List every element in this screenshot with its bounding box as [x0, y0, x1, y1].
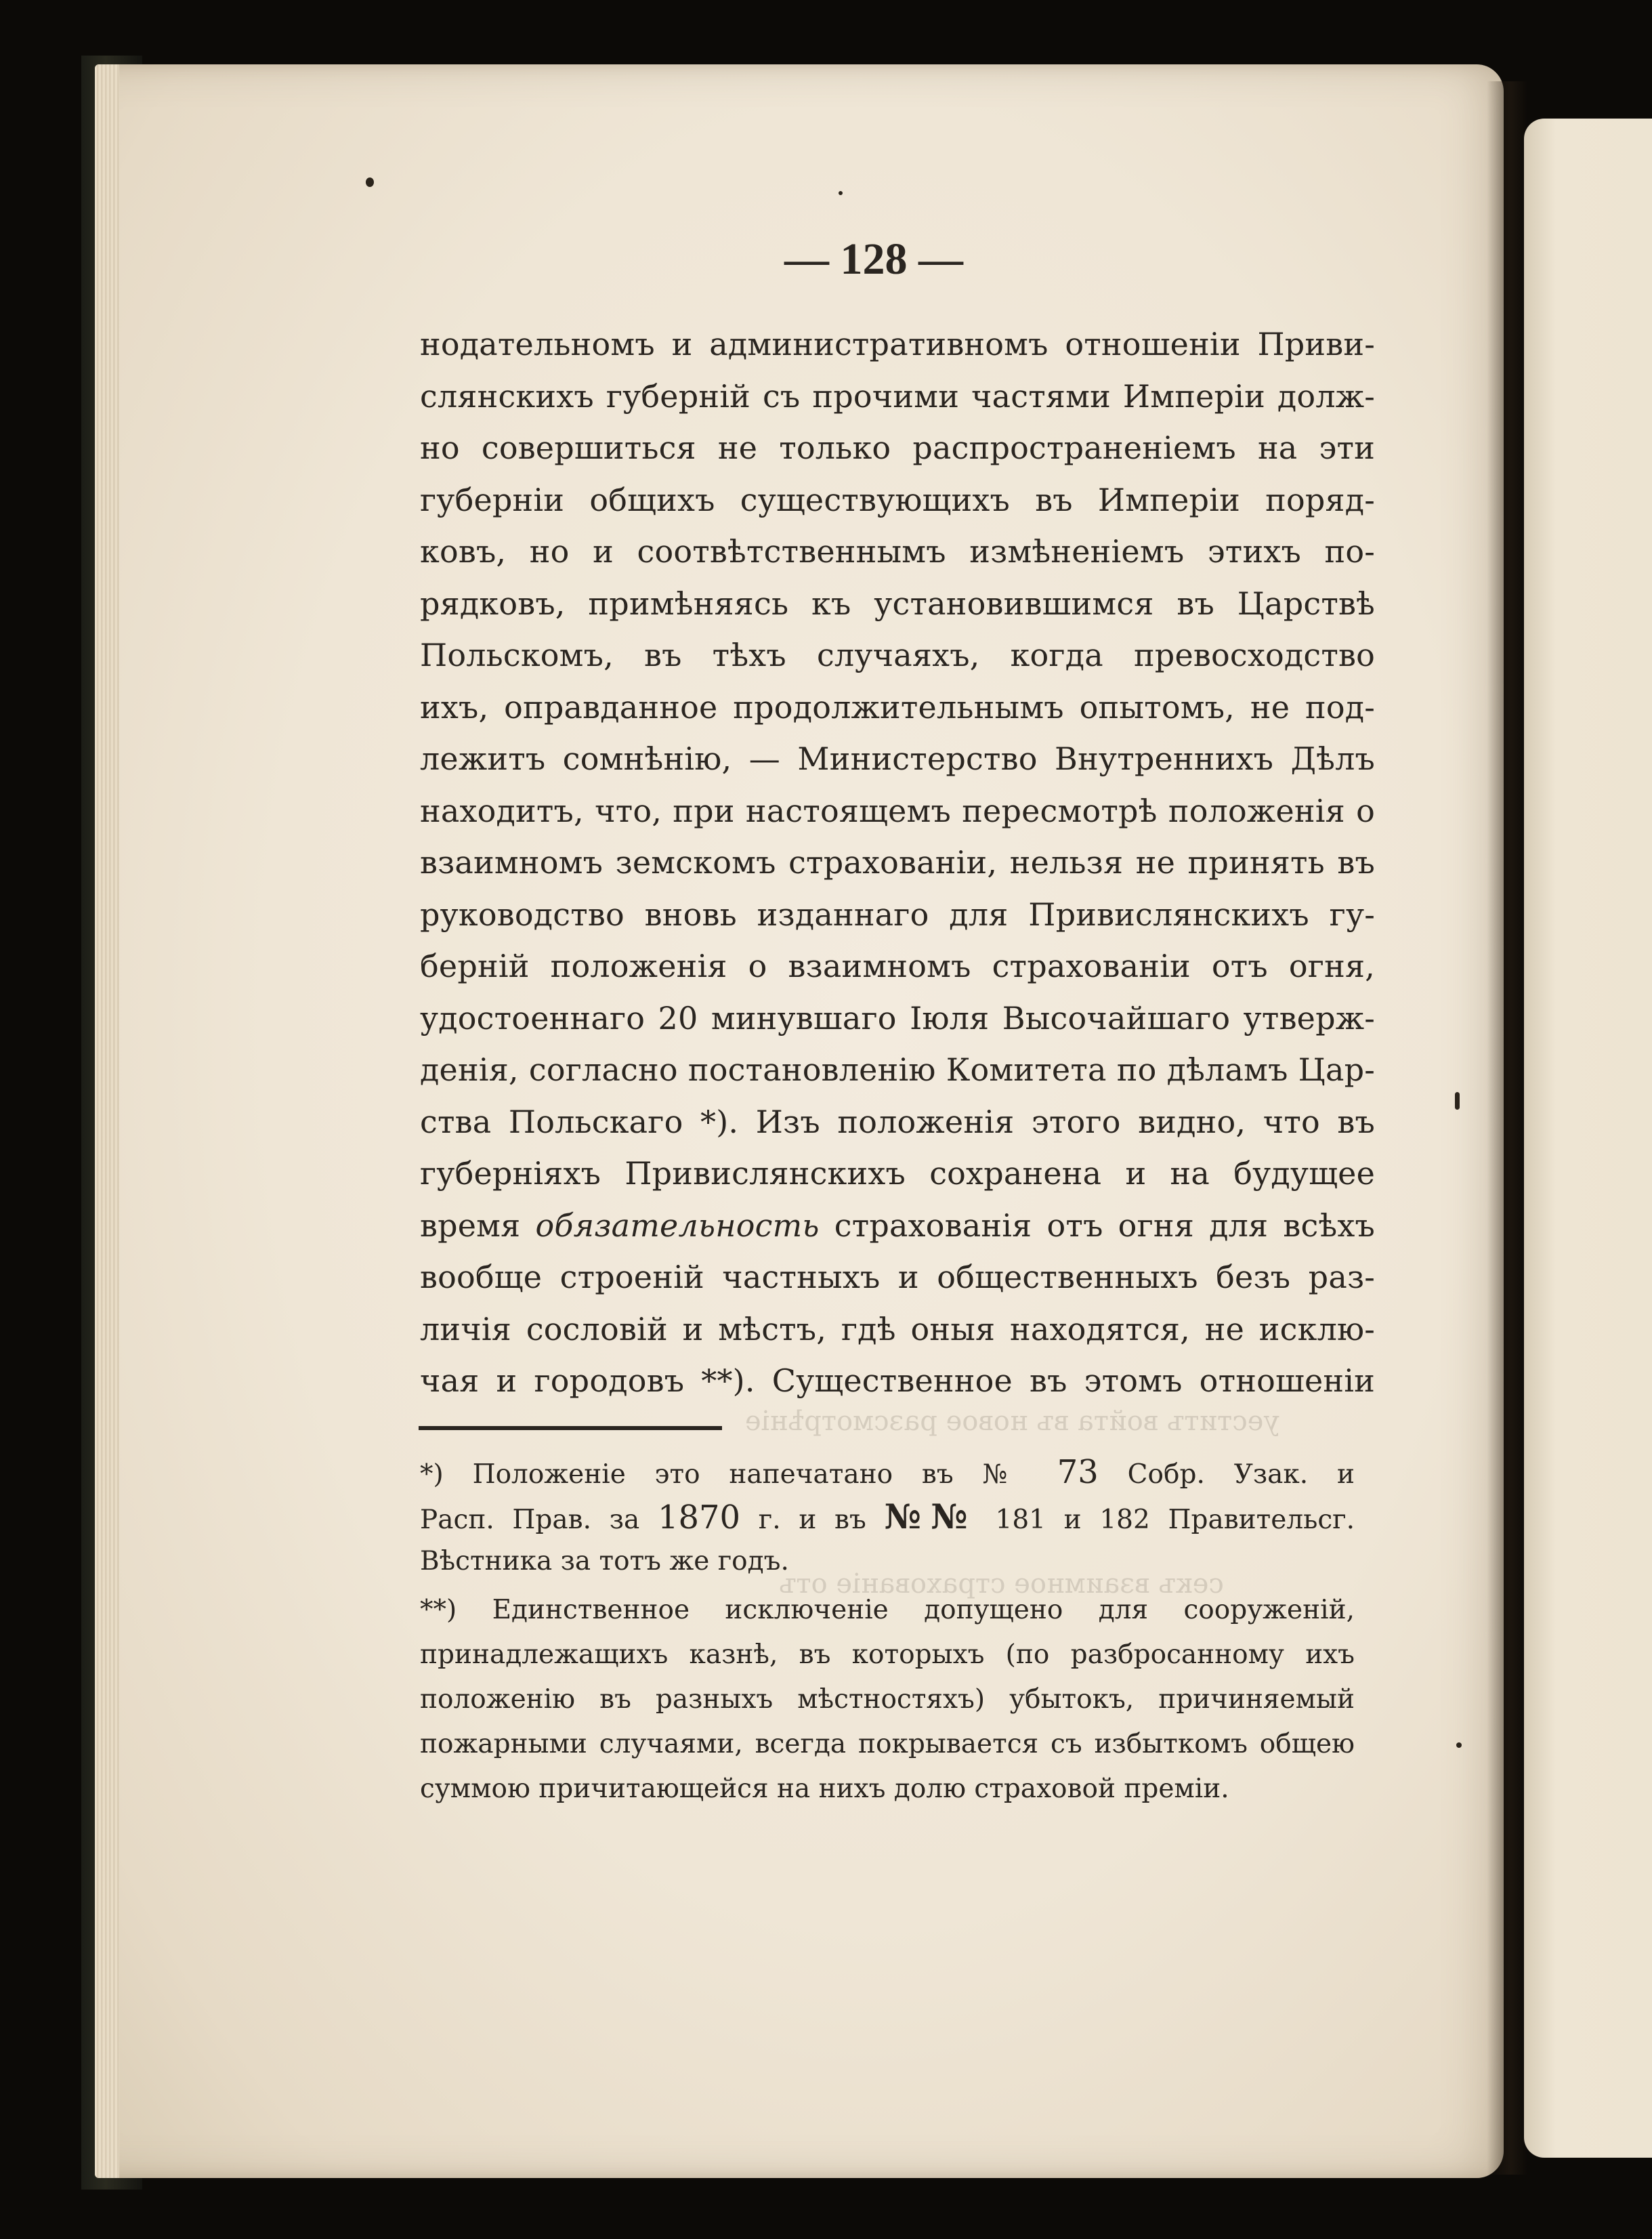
text-segment: 73 [1057, 1453, 1099, 1491]
text-segment: Расп. Прав. за [420, 1505, 658, 1535]
emphasized-word: обязательность [535, 1207, 820, 1244]
text-line: ихъ, оправданное продолжительнымъ опытомъ, не под- [420, 688, 1375, 726]
main-text [420, 318, 1375, 1407]
book-gutter [1487, 81, 1527, 2175]
ink-speck [839, 191, 843, 195]
text-line: слянскихъ губерній съ прочими частями Имперіи долж- [420, 377, 1375, 415]
text-line-with-emphasis [420, 1200, 1375, 1252]
footnote-1-line [420, 1450, 1355, 1494]
text-segment: *) Положеніе это напечатано въ № [420, 1459, 1057, 1490]
text-line: лежитъ сомнѣнію, — Министерство Внутреннихъ Дѣлъ [420, 740, 1375, 777]
page-stack-edge [95, 64, 119, 2178]
text-segment: 1870 [657, 1499, 741, 1536]
text-segment: страхованія отъ огня для всѣхъ [819, 1207, 1375, 1244]
footnote-2-line: пожарными случаями, всегда покрывается съ избыткомъ общею [420, 1729, 1355, 1759]
text-line: рядковъ, примѣняясь къ установившимся въ Царствѣ [420, 585, 1375, 622]
text-line: личія сословій и мѣстъ, гдѣ оныя находятся, не исклю- [420, 1310, 1375, 1347]
text-line: нодательномъ и административномъ отношеніи Приви- [420, 326, 1375, 362]
footnote-2-line: положенію въ разныхъ мѣстностяхъ) убытокъ, причиняемый [420, 1684, 1355, 1715]
ink-speck [366, 177, 374, 187]
text-segment: 181 и 182 Правительсг. [977, 1505, 1355, 1535]
footnote-2-line: **) Единственное исключеніе допущено для сооруженій, [420, 1595, 1355, 1625]
text-line: взаимномъ земскомъ страхованіи, нельзя не принять въ [420, 844, 1375, 881]
facing-page-edge [1524, 119, 1652, 2158]
ink-speck [1455, 1092, 1460, 1110]
footnote-1-line: Вѣстника за тотъ же годъ. [420, 1546, 789, 1576]
text-segment: г. и въ [740, 1505, 885, 1535]
footnote-2-line: суммою причитающейся на нихъ долю страховой преміи. [420, 1774, 1229, 1804]
text-line: вообще строеній частныхъ и общественныхъ безъ раз- [420, 1259, 1375, 1295]
text-line: ковъ, но и соотвѣтственнымъ измѣненіемъ этихъ по- [420, 533, 1375, 570]
text-line: Польскомъ, въ тѣхъ случаяхъ, когда превосходство [420, 637, 1375, 673]
text-line: удостоеннаго 20 минувшаго Іюля Высочайшаго утверж- [420, 999, 1375, 1037]
text-line: чая и городовъ **). Существенное въ этомъ отношеніи [420, 1362, 1375, 1399]
footnotes [420, 1450, 1355, 1812]
text-line: руководство вновь изданнаго для Привислянскихъ гу- [420, 896, 1375, 933]
page-number: — 128 — [784, 234, 963, 284]
bleed-through-text: уеститъ войта въ новое разсмотрѣніе [745, 1406, 1279, 1437]
text-line: находитъ, что, при настоящемъ пересмотрѣ положенія о [420, 792, 1375, 829]
text-segment: время [420, 1207, 536, 1244]
text-line: губерніи общихъ существующихъ въ Имперіи поряд- [420, 481, 1375, 518]
text-line: но совершиться не только распространеніемъ на эти [420, 430, 1375, 466]
bleed-through-text: секъ взаимное страхованіе отъ [779, 1568, 1224, 1599]
text-line: ства Польскаго *). Изъ положенія этого видно, что въ [420, 1103, 1375, 1140]
text-line: губерніяхъ Привислянскихъ сохранена и на будущее [420, 1155, 1375, 1192]
footnote-2-line: принадлежащихъ казнѣ, въ которыхъ (по разбросанному ихъ [420, 1639, 1355, 1670]
text-segment: №№ [884, 1497, 977, 1536]
text-line: денія, согласно постановленію Комитета по дѣламъ Цар- [420, 1051, 1375, 1088]
text-segment: Собр. Узак. и [1098, 1459, 1355, 1490]
footnote-separator [419, 1426, 722, 1430]
text-line: берній положенія о взаимномъ страхованіи отъ огня, [420, 948, 1375, 984]
ink-speck [1456, 1742, 1462, 1748]
footnote-1-line [420, 1494, 1355, 1539]
